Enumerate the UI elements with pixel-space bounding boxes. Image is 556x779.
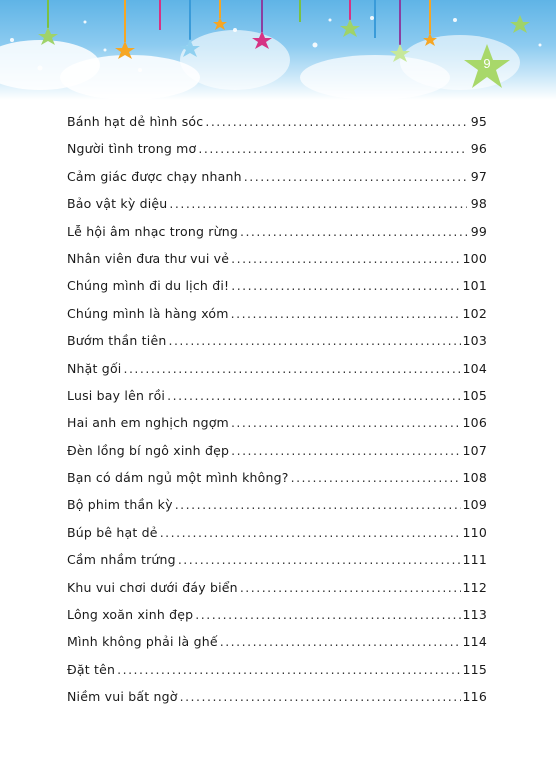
dot-leader [160, 525, 461, 540]
toc-entry[interactable] [67, 689, 487, 716]
toc-entry[interactable] [67, 306, 487, 333]
toc-entry-title: Lông xoăn xinh đẹp [67, 607, 194, 623]
toc-entry-page: 106 [462, 415, 487, 431]
star-icon [38, 27, 58, 45]
dot-leader [231, 443, 460, 458]
page-number: 9 [483, 56, 491, 71]
toc-entry[interactable] [67, 634, 487, 661]
table-of-contents [67, 114, 487, 717]
dot-leader [178, 552, 461, 567]
toc-entry-page: 114 [462, 634, 487, 650]
toc-entry-page: 111 [462, 552, 487, 568]
toc-entry-page: 110 [462, 524, 487, 540]
toc-entry-title: Nhân viên đưa thư vui vẻ [67, 250, 230, 266]
dot-leader [220, 634, 461, 649]
toc-entry-title: Lusi bay lên rồi [67, 387, 166, 403]
toc-entry-page: 105 [462, 387, 487, 403]
toc-entry[interactable] [67, 607, 487, 634]
dot-leader [169, 196, 467, 211]
toc-entry-page: 98 [470, 196, 487, 212]
toc-entry[interactable] [67, 388, 487, 415]
dot-leader [168, 333, 460, 348]
toc-entry-page: 108 [462, 470, 487, 486]
toc-entry-title: Bộ phim thần kỳ [67, 497, 173, 513]
toc-entry-title: Cảm giác được chạy nhanh [67, 168, 242, 184]
star-icon [423, 33, 437, 46]
toc-entry[interactable] [67, 443, 487, 470]
toc-entry-title: Bánh hạt dẻ hình sóc [67, 114, 204, 129]
dot-leader [231, 415, 461, 430]
toc-entry[interactable] [67, 662, 487, 689]
toc-entry[interactable] [67, 169, 487, 196]
toc-entry-title: Chúng mình là hàng xóm [67, 305, 229, 321]
toc-entry-page: 103 [462, 333, 487, 349]
toc-entry-title: Mình không phải là ghế [67, 634, 218, 650]
toc-entry-page: 112 [462, 579, 487, 595]
dot-leader [198, 141, 467, 156]
toc-entry-page: 99 [470, 223, 487, 239]
toc-entry-page: 109 [462, 497, 487, 513]
toc-entry-page: 104 [462, 360, 487, 376]
toc-entry[interactable] [67, 470, 487, 497]
toc-entry-page: 113 [462, 607, 487, 623]
toc-entry[interactable] [67, 552, 487, 579]
toc-entry-title: Bướm thần tiên [67, 333, 167, 349]
toc-entry[interactable] [67, 196, 487, 223]
toc-entry-title: Lễ hội âm nhạc trong rừng [67, 223, 238, 239]
star-icon [252, 31, 272, 49]
toc-entry-page: 100 [462, 250, 487, 266]
toc-entry[interactable] [67, 224, 487, 251]
toc-entry-title: Bạn có dám ngủ một mình không? [67, 470, 289, 486]
dot-leader [291, 470, 461, 485]
dot-leader [205, 114, 467, 129]
dot-leader [167, 388, 460, 403]
star-icon [213, 17, 227, 30]
dot-leader [231, 251, 460, 266]
toc-entry[interactable] [67, 525, 487, 552]
toc-entry-title: Niềm vui bất ngờ [67, 689, 178, 705]
star-icon [115, 41, 135, 59]
toc-entry[interactable] [67, 333, 487, 360]
toc-entry[interactable] [67, 251, 487, 278]
dot-leader [175, 497, 461, 512]
star-icon [340, 19, 360, 37]
star-icon [390, 44, 410, 62]
dot-leader [117, 662, 460, 677]
toc-entry[interactable] [67, 114, 487, 141]
toc-entry[interactable] [67, 580, 487, 607]
toc-entry[interactable] [67, 415, 487, 442]
toc-entry-title: Người tình trong mơ [67, 141, 197, 157]
toc-entry-page: 97 [470, 168, 487, 184]
toc-entry-title: Bảo vật kỳ diệu [67, 196, 168, 212]
toc-entry-page: 96 [470, 141, 487, 157]
dot-leader [240, 580, 461, 595]
toc-entry-page: 116 [462, 689, 487, 705]
toc-entry-title: Búp bê hạt dẻ [67, 524, 158, 540]
toc-entry-title: Hai anh em nghịch ngợm [67, 415, 229, 431]
toc-entry-page: 102 [462, 305, 487, 321]
toc-entry[interactable] [67, 278, 487, 305]
toc-entry-title: Nhặt gối [67, 360, 122, 376]
star-icon [510, 15, 530, 33]
toc-entry[interactable] [67, 497, 487, 524]
toc-entry-page: 101 [462, 278, 487, 294]
toc-entry-page: 107 [462, 442, 487, 458]
toc-entry-page: 115 [462, 661, 487, 677]
toc-entry-title: Khu vui chơi dưới đáy biển [67, 579, 238, 595]
toc-entry-title: Đèn lồng bí ngô xinh đẹp [67, 442, 230, 458]
toc-entry[interactable] [67, 361, 487, 388]
toc-entry-title: Cầm nhầm trứng [67, 552, 176, 568]
dot-leader [240, 224, 467, 239]
star-icon [180, 39, 200, 57]
dot-leader [123, 361, 460, 376]
dot-leader [244, 169, 467, 184]
toc-entry-title: Chúng mình đi du lịch đi! [67, 278, 230, 294]
dot-leader [231, 306, 461, 321]
dot-leader [231, 278, 460, 293]
dot-leader [180, 689, 461, 704]
dot-leader [195, 607, 460, 622]
toc-entry-title: Đặt tên [67, 661, 116, 677]
toc-entry-page: 95 [470, 114, 487, 129]
toc-entry[interactable] [67, 141, 487, 168]
